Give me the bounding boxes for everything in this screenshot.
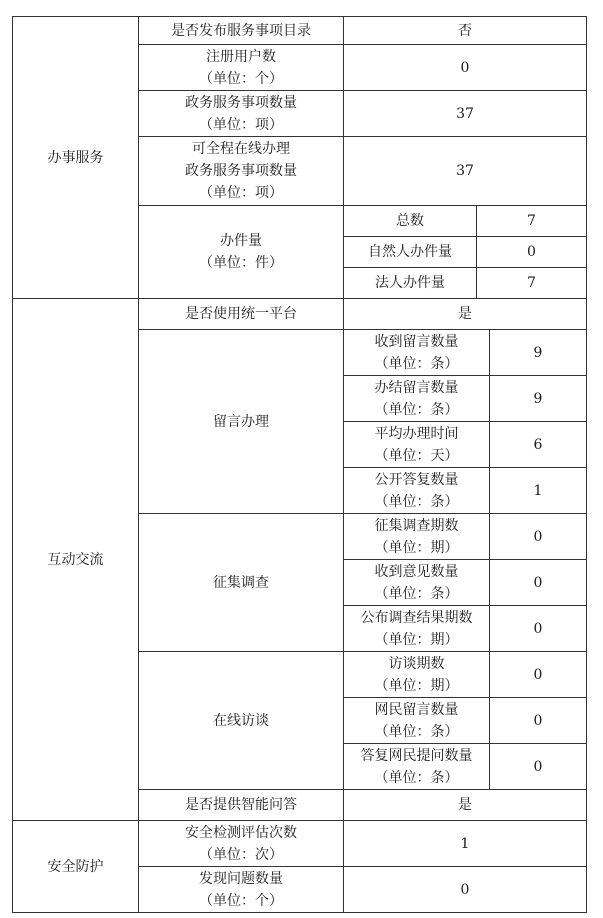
section-label-interaction: 互动交流 <box>13 299 139 821</box>
statistics-table <box>12 16 587 913</box>
interview-row-label: 访谈期数 （单位：期） <box>344 652 490 698</box>
survey-label: 征集调查 <box>139 514 344 652</box>
interview-row-label: 网民留言数量 （单位：条） <box>344 698 490 744</box>
users-label: 注册用户数 （单位：个） <box>139 45 344 91</box>
interview-row-label: 答复网民提问数量 （单位：条） <box>344 744 490 790</box>
survey-row-label: 收到意见数量 （单位：条） <box>344 560 490 606</box>
interview-row-value: 0 <box>490 652 587 698</box>
interview-row-value: 0 <box>490 698 587 744</box>
issues-value: 0 <box>344 867 587 913</box>
messages-row-label: 平均办理时间 （单位：天） <box>344 422 490 468</box>
section-label-security: 安全防护 <box>13 821 139 913</box>
volume-row-label: 法人办件量 <box>344 268 477 299</box>
items-value: 37 <box>344 91 587 137</box>
section-label-service: 办事服务 <box>13 17 139 299</box>
survey-row-value: 0 <box>490 514 587 560</box>
messages-row-label: 公开答复数量 （单位：条） <box>344 468 490 514</box>
users-value: 0 <box>344 45 587 91</box>
qa-value: 是 <box>344 790 587 821</box>
survey-row-label: 公布调查结果期数 （单位：期） <box>344 606 490 652</box>
online-items-label: 可全程在线办理 政务服务事项数量 （单位：项） <box>139 137 344 206</box>
survey-row-value: 0 <box>490 606 587 652</box>
platform-label: 是否使用统一平台 <box>139 299 344 330</box>
checks-label: 安全检测评估次数 （单位：次） <box>139 821 344 867</box>
messages-row-label: 办结留言数量 （单位：条） <box>344 376 490 422</box>
survey-row-label: 征集调查期数 （单位：期） <box>344 514 490 560</box>
items-label: 政务服务事项数量 （单位：项） <box>139 91 344 137</box>
volume-row-value: 0 <box>477 237 587 268</box>
volume-row-label: 自然人办件量 <box>344 237 477 268</box>
messages-row-value: 1 <box>490 468 587 514</box>
catalog-label: 是否发布服务事项目录 <box>139 17 344 45</box>
online-items-value: 37 <box>344 137 587 206</box>
issues-label: 发现问题数量 （单位：个） <box>139 867 344 913</box>
messages-row-value: 9 <box>490 376 587 422</box>
interview-label: 在线访谈 <box>139 652 344 790</box>
interview-row-value: 0 <box>490 744 587 790</box>
catalog-value: 否 <box>344 17 587 45</box>
volume-row-value: 7 <box>477 206 587 237</box>
survey-row-value: 0 <box>490 560 587 606</box>
volume-row-label: 总数 <box>344 206 477 237</box>
qa-label: 是否提供智能问答 <box>139 790 344 821</box>
messages-row-label: 收到留言数量 （单位：条） <box>344 330 490 376</box>
platform-value: 是 <box>344 299 587 330</box>
messages-label: 留言办理 <box>139 330 344 514</box>
volume-label: 办件量 （单位：件） <box>139 206 344 299</box>
messages-row-value: 6 <box>490 422 587 468</box>
checks-value: 1 <box>344 821 587 867</box>
messages-row-value: 9 <box>490 330 587 376</box>
volume-row-value: 7 <box>477 268 587 299</box>
